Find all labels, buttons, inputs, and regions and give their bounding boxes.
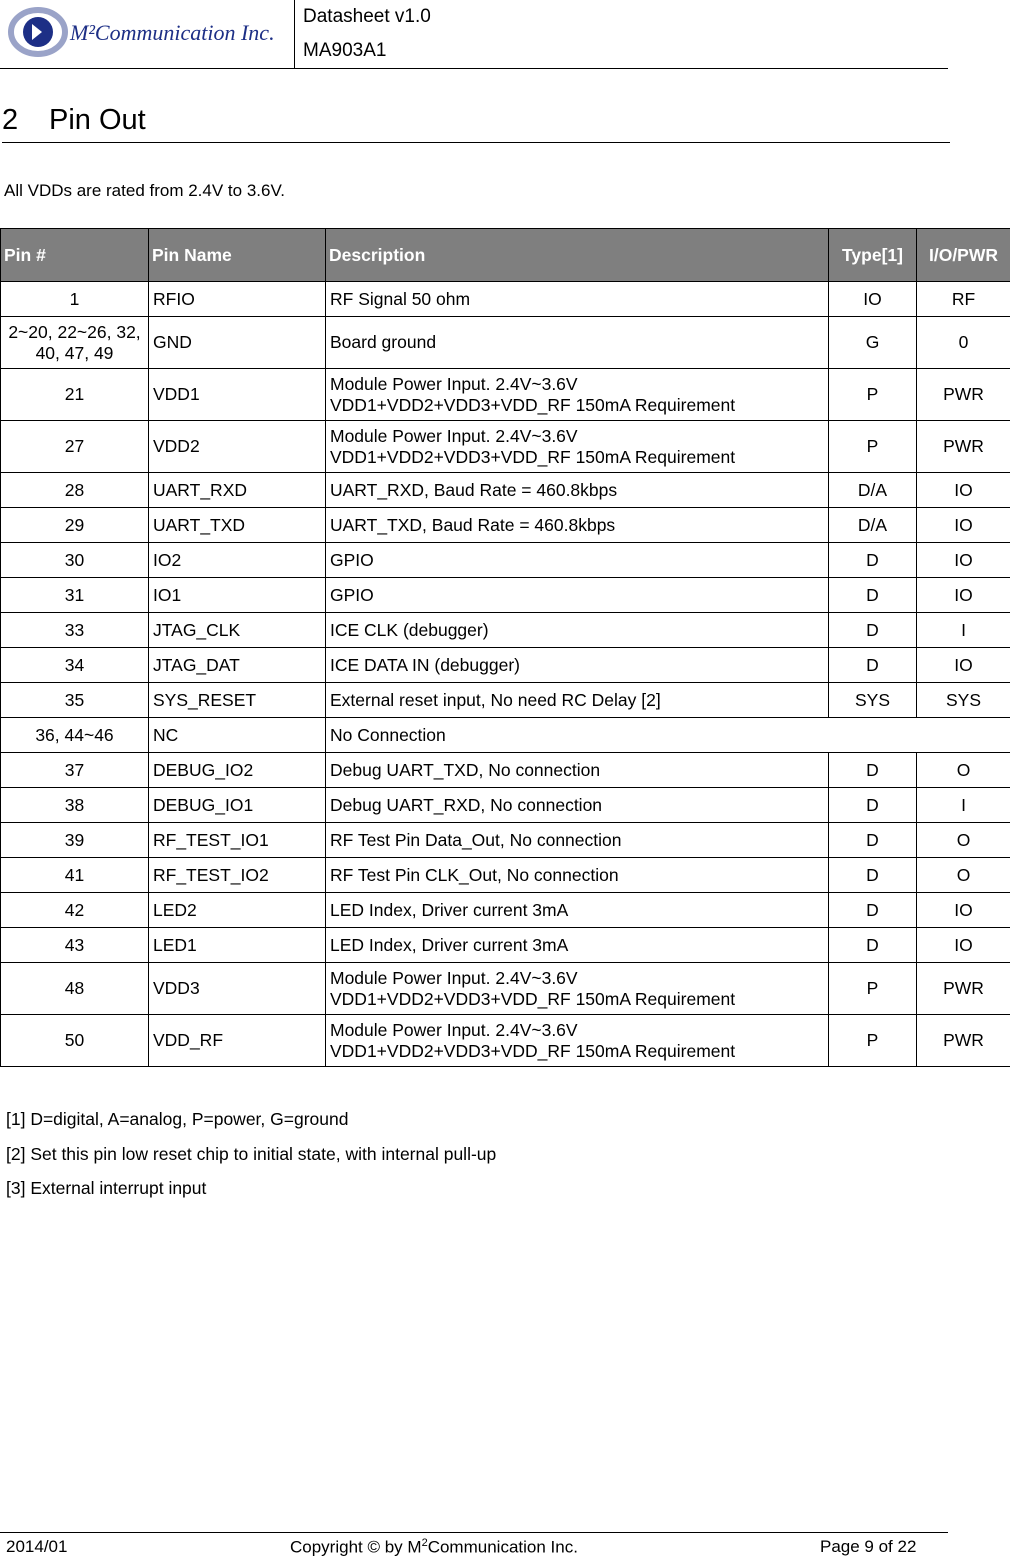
pin-number-cell: 36, 44~46 xyxy=(1,718,149,753)
table-row xyxy=(1,543,1010,578)
description-cell xyxy=(326,317,829,369)
pin-number-cell: 30 xyxy=(1,543,149,578)
pin-number-cell: 39 xyxy=(1,823,149,858)
footer-date: 2014/01 xyxy=(6,1537,67,1557)
col-header-io: I/O/PWR xyxy=(917,229,1010,282)
pin-table xyxy=(0,228,1010,1067)
io-pwr-cell: O xyxy=(917,823,1010,858)
pin-number-cell: 2~20, 22~26, 32, 40, 47, 49 xyxy=(1,317,149,369)
copyright-suffix: Communication Inc. xyxy=(428,1538,578,1557)
table-row xyxy=(1,282,1010,317)
part-number: MA903A1 xyxy=(303,40,386,62)
footer-page-number: Page 9 of 22 xyxy=(820,1537,916,1557)
description-cell xyxy=(326,753,829,788)
description-line: Module Power Input. 2.4V~3.6V xyxy=(330,374,824,395)
pin-name-cell: SYS_RESET xyxy=(149,683,326,718)
type-cell: P xyxy=(829,421,917,473)
type-cell: P xyxy=(829,963,917,1015)
intro-text: All VDDs are rated from 2.4V to 3.6V. xyxy=(4,181,285,201)
table-row xyxy=(1,613,1010,648)
pin-name-cell: VDD2 xyxy=(149,421,326,473)
io-pwr-cell: IO xyxy=(917,928,1010,963)
pin-number-cell: 34 xyxy=(1,648,149,683)
description-line: UART_TXD, Baud Rate = 460.8kbps xyxy=(330,515,824,536)
table-row xyxy=(1,648,1010,683)
description-cell xyxy=(326,893,829,928)
io-pwr-cell: RF xyxy=(917,282,1010,317)
copyright-superscript: 2 xyxy=(422,1537,428,1549)
description-cell xyxy=(326,823,829,858)
footnotes xyxy=(6,1108,496,1212)
description-cell xyxy=(326,473,829,508)
pin-name-cell: LED1 xyxy=(149,928,326,963)
pin-number-cell: 31 xyxy=(1,578,149,613)
pin-name-cell: VDD3 xyxy=(149,963,326,1015)
type-cell: P xyxy=(829,1015,917,1067)
description-cell xyxy=(326,282,829,317)
description-cell xyxy=(326,578,829,613)
table-row xyxy=(1,963,1010,1015)
pin-number-cell: 42 xyxy=(1,893,149,928)
description-line: RF Test Pin Data_Out, No connection xyxy=(330,830,824,851)
pin-name-cell: GND xyxy=(149,317,326,369)
pin-name-cell: DEBUG_IO1 xyxy=(149,788,326,823)
header-divider xyxy=(294,0,295,68)
pin-number-cell: 41 xyxy=(1,858,149,893)
pin-number-cell: 21 xyxy=(1,369,149,421)
type-cell: D xyxy=(829,543,917,578)
type-cell: D xyxy=(829,613,917,648)
pin-name-cell: IO2 xyxy=(149,543,326,578)
pin-name-cell: NC xyxy=(149,718,326,753)
io-pwr-cell: O xyxy=(917,858,1010,893)
company-logo-wordmark: M²Communication Inc. xyxy=(69,20,275,45)
pin-name-cell: VDD1 xyxy=(149,369,326,421)
description-cell xyxy=(326,508,829,543)
pin-name-cell: RF_TEST_IO2 xyxy=(149,858,326,893)
description-cell xyxy=(326,928,829,963)
table-row xyxy=(1,578,1010,613)
description-line: GPIO xyxy=(330,585,824,606)
section-heading xyxy=(2,104,950,143)
col-header-type: Type[1] xyxy=(829,229,917,282)
table-row xyxy=(1,928,1010,963)
pin-name-cell: LED2 xyxy=(149,893,326,928)
description-line: Board ground xyxy=(330,332,824,353)
table-row xyxy=(1,683,1010,718)
table-row xyxy=(1,473,1010,508)
page-header xyxy=(0,0,948,69)
pin-number-cell: 33 xyxy=(1,613,149,648)
io-pwr-cell: O xyxy=(917,753,1010,788)
type-cell: D xyxy=(829,578,917,613)
description-line: External reset input, No need RC Delay [2] xyxy=(330,690,824,711)
type-cell: D xyxy=(829,858,917,893)
footnote: [3] External interrupt input xyxy=(6,1177,496,1212)
table-row xyxy=(1,788,1010,823)
description-cell xyxy=(326,718,1010,753)
description-line: Debug UART_TXD, No connection xyxy=(330,760,824,781)
pin-number-cell: 1 xyxy=(1,282,149,317)
description-cell xyxy=(326,421,829,473)
description-line: LED Index, Driver current 3mA xyxy=(330,900,824,921)
pin-name-cell: VDD_RF xyxy=(149,1015,326,1067)
pin-name-cell: IO1 xyxy=(149,578,326,613)
io-pwr-cell: PWR xyxy=(917,369,1010,421)
type-cell: IO xyxy=(829,282,917,317)
io-pwr-cell: PWR xyxy=(917,421,1010,473)
description-line: VDD1+VDD2+VDD3+VDD_RF 150mA Requirement xyxy=(330,989,824,1010)
pin-number-cell: 50 xyxy=(1,1015,149,1067)
pin-name-cell: DEBUG_IO2 xyxy=(149,753,326,788)
company-logo xyxy=(8,6,288,58)
pin-name-cell: UART_RXD xyxy=(149,473,326,508)
type-cell: D/A xyxy=(829,473,917,508)
description-line: Module Power Input. 2.4V~3.6V xyxy=(330,426,824,447)
description-cell xyxy=(326,648,829,683)
description-line: RF Signal 50 ohm xyxy=(330,289,824,310)
footer-copyright xyxy=(290,1537,578,1558)
description-line: LED Index, Driver current 3mA xyxy=(330,935,824,956)
description-cell xyxy=(326,963,829,1015)
io-pwr-cell: PWR xyxy=(917,1015,1010,1067)
pin-name-cell: RF_TEST_IO1 xyxy=(149,823,326,858)
footnote: [2] Set this pin low reset chip to initial state, with internal pull-up xyxy=(6,1143,496,1178)
type-cell: SYS xyxy=(829,683,917,718)
pin-number-cell: 29 xyxy=(1,508,149,543)
io-pwr-cell: IO xyxy=(917,473,1010,508)
table-row xyxy=(1,508,1010,543)
description-line: ICE DATA IN (debugger) xyxy=(330,655,824,676)
table-row xyxy=(1,421,1010,473)
description-cell xyxy=(326,1015,829,1067)
section-title: Pin Out xyxy=(49,104,146,137)
io-pwr-cell: SYS xyxy=(917,683,1010,718)
io-pwr-cell: IO xyxy=(917,543,1010,578)
page-footer xyxy=(0,1532,948,1559)
col-header-pin: Pin # xyxy=(1,229,149,282)
description-line: Module Power Input. 2.4V~3.6V xyxy=(330,1020,824,1041)
description-cell xyxy=(326,858,829,893)
description-line: GPIO xyxy=(330,550,824,571)
pin-number-cell: 37 xyxy=(1,753,149,788)
io-pwr-cell: I xyxy=(917,613,1010,648)
type-cell: D xyxy=(829,928,917,963)
description-line: Module Power Input. 2.4V~3.6V xyxy=(330,968,824,989)
type-cell: D/A xyxy=(829,508,917,543)
table-row xyxy=(1,1015,1010,1067)
type-cell: D xyxy=(829,788,917,823)
description-cell xyxy=(326,788,829,823)
col-header-name: Pin Name xyxy=(149,229,326,282)
description-line: VDD1+VDD2+VDD3+VDD_RF 150mA Requirement xyxy=(330,395,824,416)
description-cell xyxy=(326,543,829,578)
pin-name-cell: UART_TXD xyxy=(149,508,326,543)
type-cell: D xyxy=(829,648,917,683)
table-row xyxy=(1,317,1010,369)
pin-number-cell: 28 xyxy=(1,473,149,508)
footnote: [1] D=digital, A=analog, P=power, G=ground xyxy=(6,1108,496,1143)
description-cell xyxy=(326,683,829,718)
table-row xyxy=(1,858,1010,893)
table-row xyxy=(1,893,1010,928)
io-pwr-cell: PWR xyxy=(917,963,1010,1015)
type-cell: P xyxy=(829,369,917,421)
pin-name-cell: RFIO xyxy=(149,282,326,317)
description-line: VDD1+VDD2+VDD3+VDD_RF 150mA Requirement xyxy=(330,447,824,468)
description-line: UART_RXD, Baud Rate = 460.8kbps xyxy=(330,480,824,501)
table-row xyxy=(1,753,1010,788)
io-pwr-cell: IO xyxy=(917,578,1010,613)
doc-title: Datasheet v1.0 xyxy=(303,6,431,28)
description-line: No Connection xyxy=(330,725,1006,746)
io-pwr-cell: 0 xyxy=(917,317,1010,369)
col-header-description: Description xyxy=(326,229,829,282)
io-pwr-cell: IO xyxy=(917,893,1010,928)
type-cell: D xyxy=(829,893,917,928)
type-cell: D xyxy=(829,753,917,788)
description-line: RF Test Pin CLK_Out, No connection xyxy=(330,865,824,886)
pin-name-cell: JTAG_DAT xyxy=(149,648,326,683)
pin-number-cell: 48 xyxy=(1,963,149,1015)
pin-number-cell: 27 xyxy=(1,421,149,473)
section-number: 2 xyxy=(2,104,18,137)
description-cell xyxy=(326,369,829,421)
io-pwr-cell: IO xyxy=(917,648,1010,683)
pin-number-cell: 35 xyxy=(1,683,149,718)
pin-number-cell: 43 xyxy=(1,928,149,963)
type-cell: G xyxy=(829,317,917,369)
table-row xyxy=(1,369,1010,421)
pin-number-cell: 38 xyxy=(1,788,149,823)
description-cell xyxy=(326,613,829,648)
table-row xyxy=(1,823,1010,858)
description-line: VDD1+VDD2+VDD3+VDD_RF 150mA Requirement xyxy=(330,1041,824,1062)
description-line: Debug UART_RXD, No connection xyxy=(330,795,824,816)
pin-table-header xyxy=(1,229,1010,282)
description-line: ICE CLK (debugger) xyxy=(330,620,824,641)
io-pwr-cell: IO xyxy=(917,508,1010,543)
table-row xyxy=(1,718,1010,753)
copyright-prefix: Copyright © by M xyxy=(290,1538,422,1557)
pin-name-cell: JTAG_CLK xyxy=(149,613,326,648)
type-cell: D xyxy=(829,823,917,858)
io-pwr-cell: I xyxy=(917,788,1010,823)
